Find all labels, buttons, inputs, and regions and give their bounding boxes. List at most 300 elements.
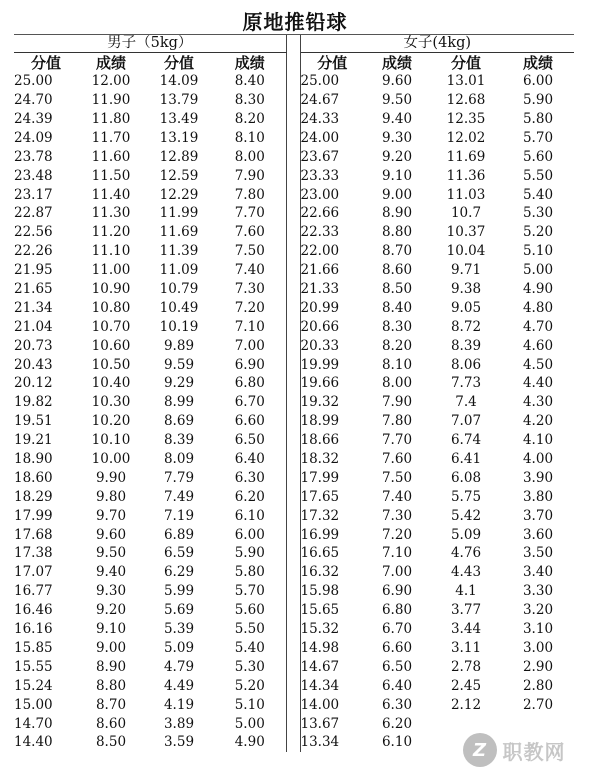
female-result-header-1: 成绩 [381,53,412,72]
male-result-cell: 10.50 [91,356,131,373]
column-separator [286,91,300,110]
female-score-cell: 5.09 [450,526,482,543]
male-score-cell: 15.55 [14,658,53,675]
male-score-cell: 8.69 [163,413,195,430]
table-row [14,450,574,469]
female-result-cell: 5.70 [522,129,554,146]
female-score-cell: 5.42 [450,507,482,524]
male-score-cell: 20.43 [14,356,53,373]
male-score-cell: 15.24 [14,677,53,694]
male-score-cell: 3.89 [163,715,195,732]
female-score-cell: 19.99 [300,356,340,373]
male-score-cell: 18.60 [14,469,53,486]
male-result-cell: 9.20 [95,602,127,619]
male-result-cell: 6.40 [234,451,265,468]
male-score-cell: 13.49 [159,111,199,127]
female-score-cell: 24.00 [300,129,340,146]
male-result-cell: 9.10 [95,621,127,638]
female-score-cell: 9.05 [450,299,482,316]
male-score-cell: 22.87 [14,205,53,222]
table-row [14,487,574,506]
table-row [14,676,574,695]
column-separator [286,450,300,469]
male-score-cell: 20.12 [14,375,53,392]
column-separator [286,468,300,487]
female-result-cell: 7.20 [381,526,413,543]
female-score-cell: 24.33 [300,111,340,127]
female-result-cell: 3.70 [522,507,554,524]
male-score-cell: 7.19 [163,507,195,524]
column-separator [286,166,300,185]
female-result-cell: 9.40 [381,111,413,127]
male-score-cell: 19.82 [14,394,53,411]
top-border [14,34,574,35]
column-separator [286,147,300,166]
female-result-cell: 6.20 [381,715,413,732]
female-result-cell: 8.80 [381,224,413,241]
female-score-cell: 2.78 [450,658,482,675]
female-score-cell: 11.69 [446,148,486,165]
female-result-cell: 8.60 [381,262,413,279]
female-result-cell: 9.60 [381,73,413,90]
female-result-cell: 2.70 [522,696,554,713]
male-result-cell: 6.30 [234,469,265,486]
male-result-cell: 6.50 [234,432,265,449]
column-separator [286,128,300,147]
table-row [14,204,574,223]
female-result-cell: 4.70 [522,318,554,335]
male-result-cell: 6.70 [234,394,265,411]
male-result-cell: 9.00 [95,639,127,656]
table-row [14,223,574,242]
female-result-cell: 5.10 [522,243,554,260]
column-separator [286,563,300,582]
female-score-cell: 6.74 [450,432,482,449]
male-result-cell: 9.40 [95,564,127,581]
male-score-cell: 11.69 [159,224,199,241]
watermark-text: 职教网 [502,739,566,764]
female-result-cell: 3.40 [522,564,554,581]
male-result-cell: 10.60 [91,337,131,354]
male-result-cell: 10.30 [91,394,131,411]
male-score-cell: 17.68 [14,526,53,543]
table-row [14,298,574,317]
male-score-cell: 8.99 [163,394,195,411]
male-score-cell: 23.48 [14,167,53,184]
female-score-cell: 8.06 [450,356,482,373]
male-score-cell: 14.40 [14,734,53,751]
table-row [14,166,574,185]
table-row [14,355,574,374]
column-separator [286,355,300,374]
female-score-cell: 14.98 [300,639,340,656]
male-result-cell: 9.80 [95,488,127,505]
male-score-cell: 11.99 [159,205,199,222]
female-result-cell: 3.20 [522,602,554,619]
male-result-cell: 11.90 [91,92,131,109]
male-result-cell: 5.10 [234,696,265,713]
table-row [14,110,574,129]
male-result-cell: 4.90 [234,734,265,751]
male-score-cell: 24.39 [14,111,53,127]
male-result-cell: 8.30 [234,92,265,109]
male-result-header-1: 成绩 [95,53,126,72]
male-result-cell: 6.90 [234,356,265,373]
male-score-cell: 15.00 [14,696,53,713]
male-score-cell: 4.19 [163,696,195,713]
group-header-row [14,34,574,53]
male-result-cell: 7.40 [234,262,265,279]
male-result-cell: 5.60 [234,602,265,619]
male-score-cell: 17.99 [14,507,53,524]
table-row [14,431,574,450]
female-result-cell: 9.10 [381,167,413,184]
male-score-cell: 18.29 [14,488,53,505]
table-row [14,582,574,601]
female-score-cell: 11.36 [446,167,486,184]
column-separator [286,487,300,506]
male-score-cell: 21.95 [14,262,53,279]
female-result-cell: 8.20 [381,337,413,354]
table-row [14,261,574,280]
male-result-cell: 9.70 [95,507,127,524]
female-result-cell: 4.60 [522,337,554,354]
column-separator [286,204,300,223]
female-result-cell: 6.90 [381,583,413,600]
male-result-cell: 8.70 [95,696,127,713]
table-row [14,393,574,412]
female-result-cell: 8.30 [381,318,413,335]
column-separator [286,298,300,317]
female-score-cell: 23.33 [300,167,340,184]
female-result-cell: 5.30 [522,205,554,222]
male-score-cell: 4.49 [163,677,195,694]
female-result-cell: 7.00 [381,564,413,581]
female-score-cell: 21.66 [300,262,340,279]
female-score-cell: 8.39 [450,337,482,354]
table-row [14,317,574,336]
male-result-cell: 9.50 [95,545,127,562]
female-score-cell: 20.99 [300,299,340,316]
male-result-cell: 7.60 [234,224,265,241]
female-result-cell: 7.10 [381,545,413,562]
male-score-header-1: 分值 [30,53,61,72]
male-result-cell: 11.30 [91,205,131,222]
male-score-cell: 7.79 [163,469,195,486]
male-score-cell: 22.56 [14,224,53,241]
male-result-cell: 9.90 [95,469,127,486]
female-result-cell: 7.70 [381,432,413,449]
female-result-cell: 7.30 [381,507,413,524]
male-score-cell: 5.69 [163,602,195,619]
female-result-cell: 3.90 [522,469,554,486]
female-result-cell: 8.90 [381,205,413,222]
female-score-cell: 9.71 [450,262,482,279]
male-score-cell: 13.79 [159,92,199,109]
score-table-body [14,72,574,752]
column-separator [286,525,300,544]
male-result-cell: 9.30 [95,583,127,600]
male-score-cell: 23.78 [14,148,53,165]
male-score-cell: 24.09 [14,129,53,146]
male-score-cell: 12.59 [159,167,199,184]
male-score-cell: 4.79 [163,658,195,675]
female-result-cell: 7.40 [381,488,413,505]
male-result-cell: 5.80 [234,564,265,581]
female-result-cell: 8.50 [381,281,413,298]
female-score-cell: 18.32 [300,451,340,468]
female-score-cell: 18.99 [300,413,340,430]
male-result-cell: 7.20 [234,299,265,316]
female-result-cell: 4.20 [522,413,554,430]
table-row [14,544,574,563]
female-result-cell: 6.70 [381,621,413,638]
male-score-cell: 5.99 [163,583,195,600]
male-result-cell: 9.60 [95,526,127,543]
watermark [444,728,584,772]
male-result-cell: 5.00 [234,715,265,732]
female-score-cell: 17.32 [300,507,340,524]
female-score-cell: 16.99 [300,526,340,543]
female-score-cell: 4.1 [455,583,477,600]
female-result-cell: 4.90 [522,281,554,298]
female-result-cell: 3.50 [522,545,554,562]
male-score-cell: 16.77 [14,583,53,600]
female-score-cell: 18.66 [300,432,340,449]
male-result-cell: 7.90 [234,167,265,184]
male-score-cell: 9.29 [163,375,195,392]
column-separator [286,544,300,563]
female-score-cell: 14.34 [300,677,340,694]
column-separator [286,657,300,676]
female-score-cell: 21.33 [300,281,340,298]
female-score-cell: 12.02 [446,129,486,146]
female-score-cell: 2.45 [450,677,482,694]
column-separator [286,185,300,204]
column-separator [286,242,300,261]
male-score-cell: 10.19 [159,318,199,335]
male-score-cell: 21.65 [14,281,53,298]
male-result-cell: 5.20 [234,677,265,694]
male-result-cell: 6.20 [234,488,265,505]
table-row [14,657,574,676]
female-result-cell: 4.30 [522,394,554,411]
female-score-cell: 20.33 [300,337,340,354]
table-row [14,147,574,166]
male-score-cell: 6.59 [163,545,195,562]
column-separator [286,72,300,91]
female-result-cell: 3.10 [522,621,554,638]
male-score-cell: 14.09 [159,73,199,90]
female-score-cell: 20.66 [300,318,340,335]
male-result-cell: 11.60 [91,148,131,165]
female-score-cell: 16.32 [300,564,340,581]
column-separator [286,695,300,714]
female-result-cell: 2.90 [522,658,554,675]
female-result-cell: 4.00 [522,451,554,468]
male-result-cell: 7.30 [234,281,265,298]
male-result-cell: 11.70 [91,129,131,146]
male-result-cell: 7.00 [234,337,265,354]
female-result-cell: 9.50 [381,92,413,109]
column-separator [286,336,300,355]
male-result-cell: 11.00 [91,262,131,279]
column-header-row [14,53,574,72]
male-score-cell: 17.38 [14,545,53,562]
male-score-cell: 16.16 [14,621,53,638]
male-score-cell: 11.09 [159,262,199,279]
male-score-cell: 5.39 [163,621,195,638]
female-score-cell: 2.12 [450,696,482,713]
column-separator [286,733,300,752]
table-row [14,91,574,110]
female-result-cell: 6.10 [381,734,413,751]
female-score-cell: 19.66 [300,375,340,392]
table-row [14,506,574,525]
column-separator [286,601,300,620]
column-separator [286,506,300,525]
female-score-cell: 10.37 [446,224,486,241]
female-score-cell: 23.67 [300,148,340,165]
male-score-cell: 23.17 [14,186,53,203]
table-row [14,185,574,204]
table-row [14,128,574,147]
female-result-cell: 3.00 [522,639,554,656]
male-score-cell: 6.89 [163,526,195,543]
column-separator [286,431,300,450]
female-result-cell: 4.50 [522,356,554,373]
male-score-cell: 17.07 [14,564,53,581]
watermark-logo-icon: Z [463,733,497,767]
table-row [14,639,574,658]
male-score-cell: 19.21 [14,432,53,449]
female-score-cell: 17.99 [300,469,340,486]
female-score-cell: 8.72 [450,318,482,335]
column-separator [286,280,300,299]
female-score-cell: 14.00 [300,696,340,713]
female-result-cell: 5.00 [522,262,554,279]
male-result-cell: 5.90 [234,545,265,562]
table-row [14,374,574,393]
female-score-cell: 25.00 [300,73,340,90]
column-separator [286,412,300,431]
male-score-cell: 11.39 [159,243,199,260]
male-score-header-2: 分值 [163,53,194,72]
female-result-cell: 7.60 [381,451,413,468]
male-result-cell: 7.70 [234,205,265,222]
male-result-cell: 11.20 [91,224,131,241]
column-separator [286,53,300,72]
male-result-cell: 6.10 [234,507,265,524]
male-result-cell: 11.10 [91,243,131,260]
male-result-cell: 5.30 [234,658,265,675]
male-result-cell: 8.40 [234,73,265,90]
male-score-cell: 3.59 [163,734,195,751]
male-score-cell: 5.09 [163,639,195,656]
female-result-cell: 3.60 [522,526,554,543]
male-result-cell: 6.60 [234,413,265,430]
female-score-cell: 13.67 [300,715,340,732]
male-score-cell: 8.39 [163,432,195,449]
male-result-cell: 7.50 [234,243,265,260]
female-score-cell: 6.08 [450,469,482,486]
column-separator [286,393,300,412]
table-row [14,280,574,299]
female-score-cell: 19.32 [300,394,340,411]
male-result-cell: 8.10 [234,129,265,146]
male-result-header-2: 成绩 [234,53,265,72]
female-result-cell: 5.40 [522,186,554,203]
male-result-cell: 10.10 [91,432,131,449]
table-row [14,468,574,487]
male-score-cell: 13.19 [159,129,199,146]
table-row [14,695,574,714]
female-group-label: 女子(4kg) [300,34,574,53]
female-score-cell: 12.35 [446,111,486,127]
male-score-cell: 16.46 [14,602,53,619]
male-score-cell: 8.09 [163,451,195,468]
male-result-cell: 8.20 [234,111,265,127]
female-score-cell: 3.77 [450,602,482,619]
male-result-cell: 6.80 [234,375,265,392]
female-score-cell: 15.32 [300,621,340,638]
female-result-cell: 4.80 [522,299,554,316]
male-score-cell: 12.29 [159,186,199,203]
female-result-cell: 5.90 [522,92,554,109]
female-score-cell: 11.03 [446,186,486,203]
female-result-cell: 8.40 [381,299,413,316]
female-score-cell: 5.75 [450,488,482,505]
male-score-cell: 20.73 [14,337,53,354]
female-result-cell: 9.20 [381,148,413,165]
female-result-cell: 6.30 [381,696,413,713]
male-result-cell: 5.40 [234,639,265,656]
column-separator [286,582,300,601]
male-result-cell: 11.80 [91,111,131,127]
female-score-cell: 7.4 [455,394,477,411]
female-result-cell: 7.50 [381,469,413,486]
male-score-cell: 14.70 [14,715,53,732]
female-score-cell: 15.65 [300,602,340,619]
female-score-cell: 10.04 [446,243,486,260]
male-score-cell: 24.70 [14,92,53,109]
male-score-cell: 12.89 [159,148,199,165]
female-score-cell: 4.43 [450,564,482,581]
female-score-cell: 24.67 [300,92,340,109]
table-row [14,72,574,91]
column-separator [286,110,300,129]
female-result-cell: 6.40 [381,677,413,694]
female-score-cell: 15.98 [300,583,340,600]
female-result-cell: 6.50 [381,658,413,675]
female-result-cell: 4.10 [522,432,554,449]
male-result-cell: 10.70 [91,318,131,335]
male-score-cell: 21.34 [14,299,53,316]
female-result-cell: 7.90 [381,394,413,411]
female-result-cell: 6.80 [381,602,413,619]
male-group-label: 男子（5kg） [14,34,286,53]
table-row [14,525,574,544]
column-separator [286,317,300,336]
table-row [14,336,574,355]
female-score-cell: 23.00 [300,186,340,203]
male-result-cell: 10.90 [91,281,131,298]
female-result-cell: 7.80 [381,413,413,430]
male-score-cell: 22.26 [14,243,53,260]
female-score-cell: 22.66 [300,205,340,222]
female-score-header-1: 分值 [317,53,348,72]
female-result-cell: 3.80 [522,488,554,505]
